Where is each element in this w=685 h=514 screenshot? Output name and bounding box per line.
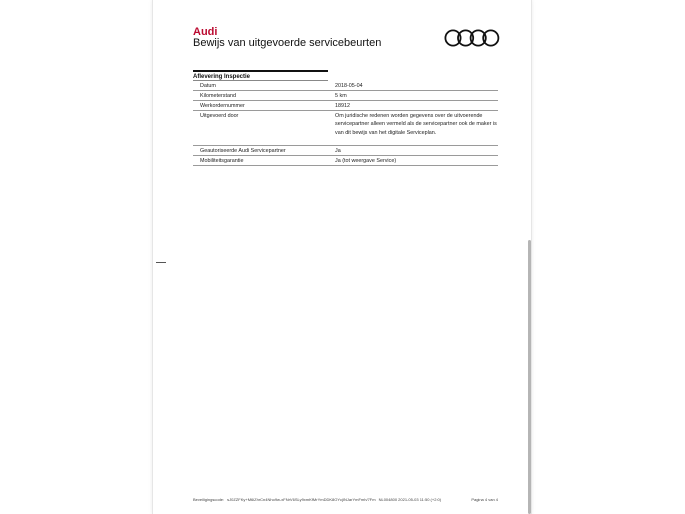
page-margin-mark bbox=[156, 262, 166, 263]
scrollbar[interactable] bbox=[527, 0, 532, 514]
section-title: Aflevering Inspectie bbox=[193, 70, 328, 81]
scrollbar-thumb[interactable] bbox=[528, 240, 531, 514]
document-title: Bewijs van uitgevoerde servicebeurten bbox=[193, 37, 382, 49]
table-row bbox=[193, 81, 498, 91]
row-label: Kilometerstand bbox=[200, 92, 236, 99]
row-label: Geautoriseerde Audi Servicepartner bbox=[200, 147, 286, 154]
value-line: van dit bewijs van het digitale Serviceplan. bbox=[335, 129, 437, 136]
security-code-label: Beveiligingscode: bbox=[193, 497, 225, 502]
value-line: servicepartner alleen vermeld als de servicepartner ook de maker is bbox=[335, 121, 497, 127]
brand-name: Audi bbox=[193, 26, 218, 38]
row-value: 18912 bbox=[335, 102, 350, 109]
value-line: Om juridische redenen worden gegevens over de uitvoerende bbox=[335, 112, 483, 119]
page-number: Pagina 4 van 4 bbox=[471, 497, 498, 502]
page-footer bbox=[193, 497, 498, 502]
table-row bbox=[193, 91, 498, 101]
table-row bbox=[193, 101, 498, 111]
dealer-timestamp: NL004800 2021-05-03 11:50 (+2:0) bbox=[378, 497, 442, 502]
row-value bbox=[335, 111, 498, 145]
table-row bbox=[193, 156, 498, 166]
row-label: Mobiliteitsgarantie bbox=[200, 157, 244, 164]
row-label: Datum bbox=[200, 82, 216, 89]
table-row bbox=[193, 111, 498, 146]
security-code: sJ0ZZFKy+M6iZhrCn4Nho9w-xFNrV6SLy9xmKfMrYmDDK8OYcjINJarYmFmh/7Fm bbox=[227, 497, 376, 502]
audi-rings-logo bbox=[444, 27, 500, 49]
inspection-section bbox=[193, 70, 498, 166]
row-value: Ja bbox=[335, 147, 341, 154]
row-value: 2018-05-04 bbox=[335, 82, 363, 89]
table-row bbox=[193, 146, 498, 156]
row-value: 5 km bbox=[335, 92, 347, 99]
row-label: Uitgevoerd door bbox=[200, 112, 239, 119]
row-label: Werkordernummer bbox=[200, 102, 245, 109]
row-value: Ja (tot weergave Service) bbox=[335, 157, 397, 164]
